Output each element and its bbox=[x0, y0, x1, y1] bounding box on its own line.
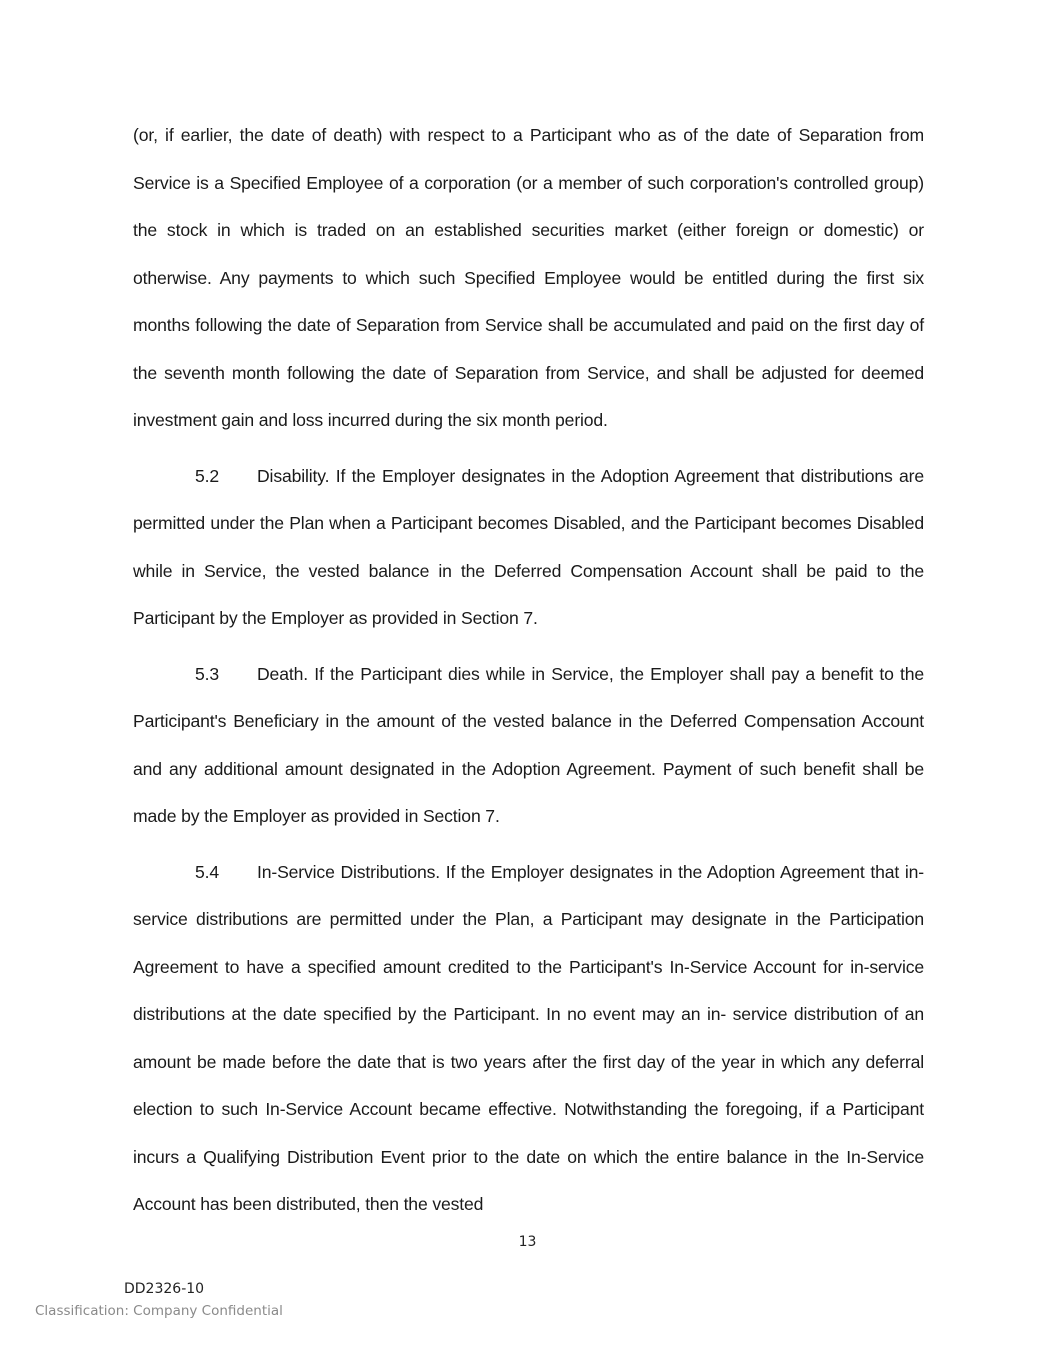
paragraph-continuation bbox=[133, 112, 924, 445]
page-number: 13 bbox=[518, 1234, 537, 1250]
classification-label: Classification: Company Confidential bbox=[35, 1303, 283, 1319]
body-text bbox=[133, 112, 924, 1229]
section-5-3-death bbox=[133, 651, 924, 841]
paragraph-text: Disability. If the Employer designates in the Adoption Agreement that distributions are permitted under the Plan when a Participant becomes Disabled, and the Participant becomes Disabled while in Service, the vested balance in the Deferred Compensation Account shall be paid to the Participant by the Employer as provided in Section 7. bbox=[133, 465, 924, 628]
section-number: 5.3 bbox=[195, 663, 220, 684]
section-number: 5.2 bbox=[195, 465, 220, 486]
paragraph-text: (or, if earlier, the date of death) with respect to a Participant who as of the date of Separation from Service is a Specified Employee of a corporation (or a member of such corporation's controlled group) the stock in which is traded on an established securities market (either foreign or domestic) or otherwise. Any payments to which such Specified Employee would be entitled during the first six months following the date of Separation from Service shall be accumulated and paid on the first day of the seventh month following the date of Separation from Service, and shall be adjusted for deemed investment gain and loss incurred during the six month period. bbox=[133, 125, 924, 430]
section-5-4-in-service-distributions bbox=[133, 849, 924, 1229]
paragraph-text: In-Service Distributions. If the Employer designates in the Adoption Agreement that in-service distributions are permitted under the Plan, a Participant may designate in the Participation Agreement to have a specified amount credited to the Participant's In-Service Account for in-service distributions at the date specified by the Participant. In no event may an in- service distribution of an amount be made before the date that is two years after the first day of the year in which any deferral election to such In-Service Account became effective. Notwithstanding the foregoing, if a Participant incurs a Qualifying Distribution Event prior to the date on which the entire balance in the In-Service Account has been distributed, then the vested bbox=[133, 861, 924, 1214]
section-5-2-disability bbox=[133, 453, 924, 643]
paragraph-text: Death. If the Participant dies while in Service, the Employer shall pay a benefit to the Participant's Beneficiary in the amount of the vested balance in the Deferred Compensation Account and any additional amount designated in the Adoption Agreement. Payment of such benefit shall be made by the Employer as provided in Section 7. bbox=[133, 663, 924, 826]
document-code: DD2326-10 bbox=[124, 1281, 205, 1297]
section-number: 5.4 bbox=[195, 861, 220, 882]
